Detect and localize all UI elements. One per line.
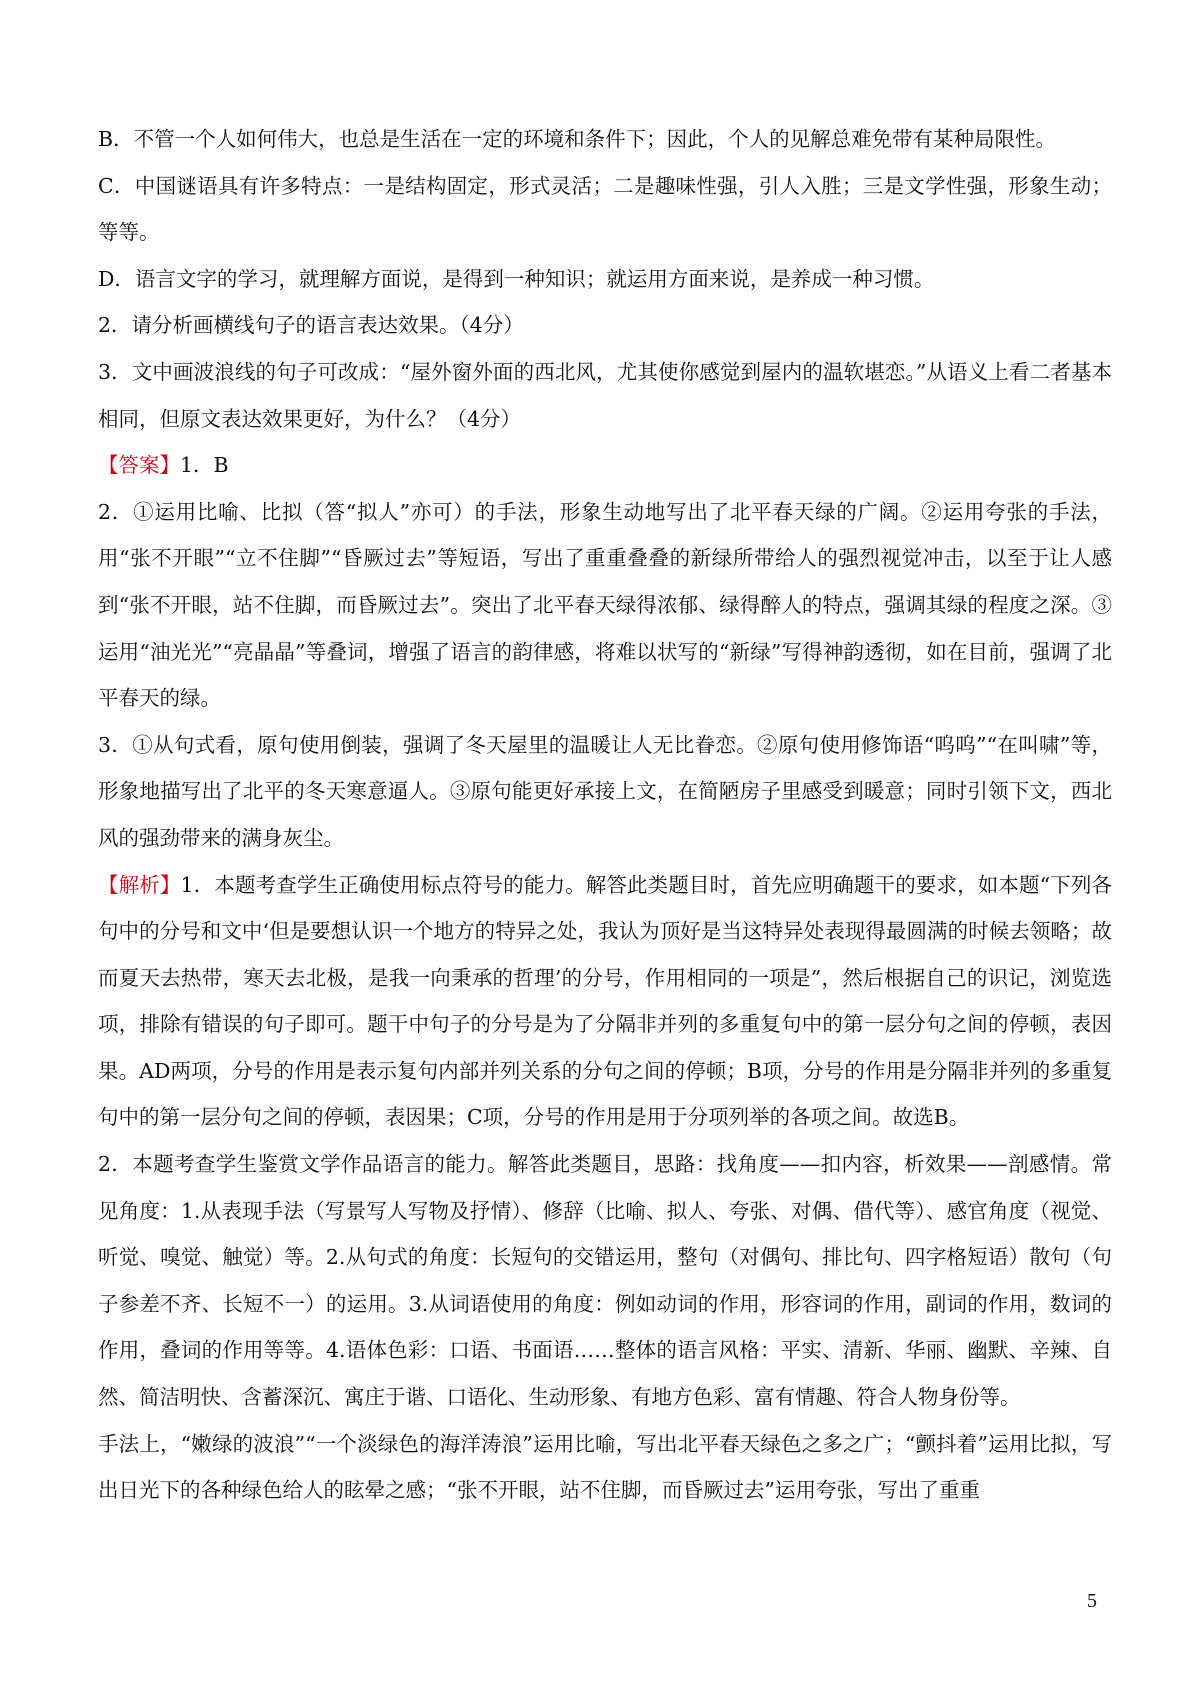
answer-2: 2．①运用比喻、比拟（答“拟人”亦可）的手法，形象生动地写出了北平春天绿的广阔。②运用夸张的手法，用“张不开眼”“立不住脚”“昏厥过去”等短语，写出了重重叠叠的新绿所带给人的强烈视觉冲击，以至于让人感到“张不开眼，站不住脚，而昏厥过去”。突出了北平春天绿得浓郁、绿得醉人的特点，强调其绿的程度之深。③运用“油光光”“亮晶晶”等叠词，增强了语言的韵律感，将难以状写的“新绿”写得神韵透彻，如在目前，强调了北平春天的绿。 [98, 499, 1112, 711]
analysis-1-text: 1．本题考查学生正确使用标点符号的能力。解答此类题目时，首先应明确题干的要求，如本题“下列各句中的分号和文中‘但是要想认识一个地方的特异之处，我认为顶好是当这特异处表现得最圆满的时候去领略；故而夏天去热带，寒天去北极，是我一向秉承的哲理’的分号，作用相同的一项是”，然后根据自己的识记，浏览选项，排除有错误的句子即可。题干中句子的分号是为了分隔非并列的多重复句中的第一层分句之间的停顿，表因果。AD两项，分号的作用是表示复句内部并列关系的分句之间的停顿；B项，分号的作用是分隔非并列的多重复句中的第一层分句之间的停顿，表因果；C项，分号的作用是用于分项列举的各项之间。故选B。 [98, 872, 1112, 1130]
analysis-3: 手法上，“嫩绿的波浪”“一个淡绿色的海洋涛浪”运用比喻，写出北平春天绿色之多之广；“颤抖着”运用比拟，写出日光下的各种绿色给人的眩晕之感；“张不开眼，站不住脚，而昏厥过去”运用夸张，写出了重重 [98, 1431, 1112, 1503]
answer-3: 3．①从句式看，原句使用倒装，强调了冬天屋里的温暖让人无比眷恋。②原句使用修饰语“呜呜”“在叫啸”等，形象地描写出了北平的冬天寒意逼人。③原句能更好承接上文，在简陋房子里感受到暖意；同时引领下文，西北风的强劲带来的满身灰尘。 [98, 732, 1112, 850]
option-c: C．中国谜语具有许多特点：一是结构固定，形式灵活；二是趣味性强，引人入胜；三是文学性强，形象生动；等等。 [98, 173, 1112, 245]
answer-1 [98, 442, 1112, 489]
analysis-2: 2．本题考查学生鉴赏文学作品语言的能力。解答此类题目，思路：找角度——扣内容，析效果——剖感情。常见角度：1.从表现手法（写景写人写物及抒情）、修辞（比喻、拟人、夸张、对偶、借代等）、感官角度（视觉、听觉、嗅觉、触觉）等。2.从句式的角度：长短句的交错运用，整句（对偶句、排比句、四字格短语）散句（句子参差不齐、长短不一）的运用。3.从词语使用的角度：例如动词的作用，形容词的作用，副词的作用，数词的作用，叠词的作用等等。4.语体色彩：口语、书面语……整体的语言风格：平实、清新、华丽、幽默、辛辣、自然、简洁明快、含蓄深沉、寓庄于谐、口语化、生动形象、有地方色彩、富有情趣、符合人物身份等。 [98, 1152, 1112, 1410]
page-content [98, 116, 1112, 1514]
answer-1-text: 1．B [180, 453, 229, 478]
analysis-tag: 【解析】 [98, 872, 181, 897]
question-3: 3．文中画波浪线的句子可改成：“屋外窗外面的西北风，尤其使你感觉到屋内的温软堪恋。”从语义上看二者基本相同，但原文表达效果更好，为什么？（4分） [98, 359, 1112, 431]
page-number: 5 [1087, 1590, 1097, 1612]
option-b: B．不管一个人如何伟大，也总是生活在一定的环境和条件下；因此，个人的见解总难免带有某种局限性。 [98, 127, 1057, 151]
analysis-1 [98, 862, 1112, 1142]
question-2: 2．请分析画横线句子的语言表达效果。（4分） [98, 313, 524, 338]
option-d: D．语言文字的学习，就理解方面说，是得到一种知识；就运用方面来说，是养成一种习惯。 [98, 266, 935, 291]
answer-tag: 【答案】 [98, 453, 180, 478]
